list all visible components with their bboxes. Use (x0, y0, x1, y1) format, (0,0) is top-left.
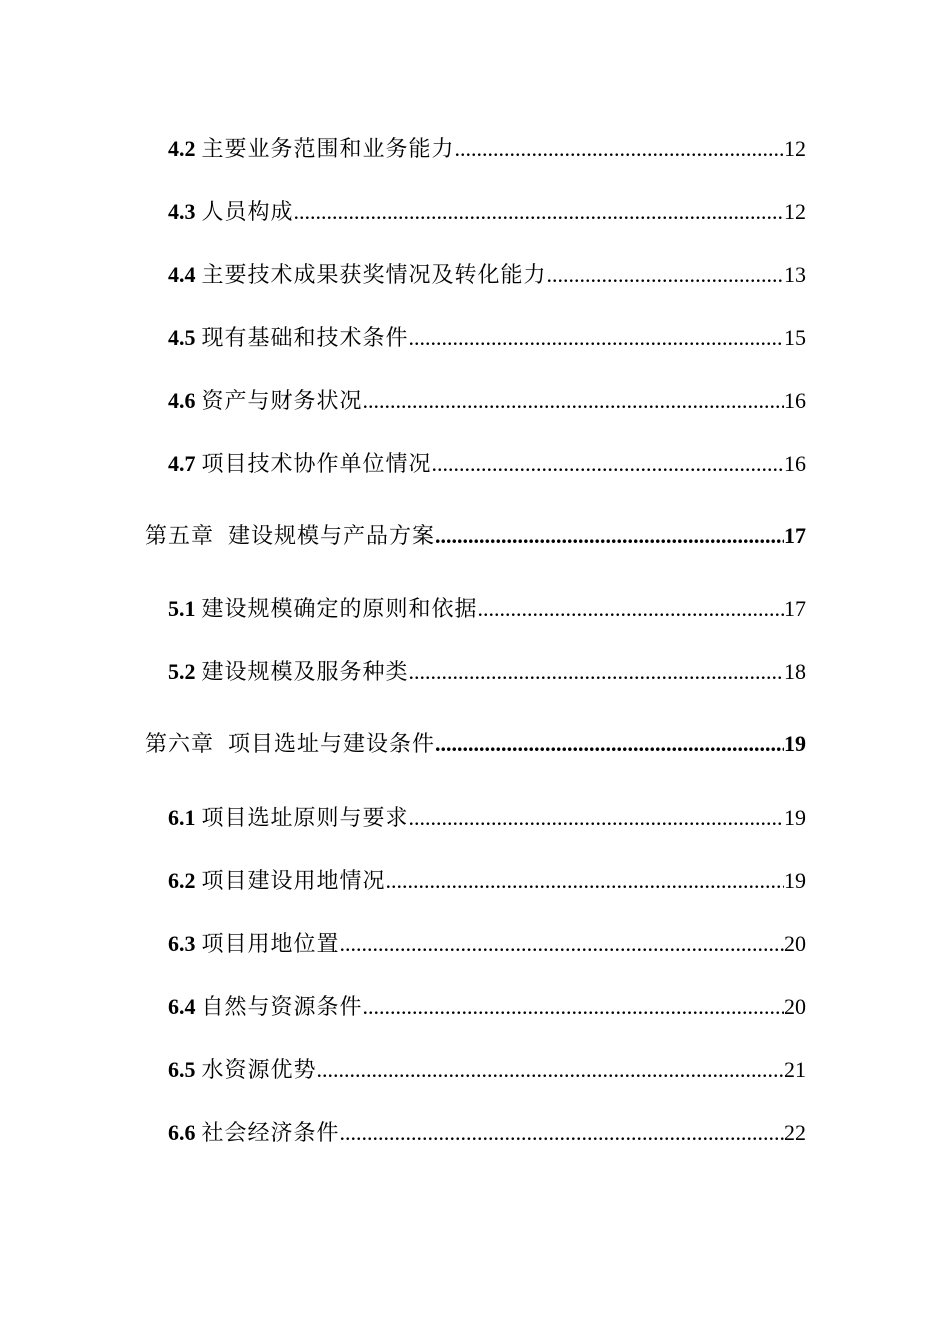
toc-entry-number: 4.3 (168, 199, 196, 224)
toc-entry-number: 5.1 (168, 596, 196, 621)
toc-entry-number: 6.5 (168, 1057, 196, 1082)
toc-entry-page: 12 (784, 136, 806, 161)
toc-entry-4-7[interactable] (168, 449, 806, 479)
toc-entry-6-6[interactable] (168, 1118, 806, 1148)
toc-entry-title: 水资源优势 (201, 1058, 317, 1083)
toc-entry-6-5[interactable] (168, 1055, 806, 1085)
toc-chapter-title: 项目选址与建设条件 (228, 732, 436, 757)
toc-entry-number: 6.1 (168, 805, 196, 830)
toc-entry-title: 人员构成 (201, 200, 294, 225)
toc-entry-page: 19 (784, 805, 806, 830)
dot-leader (363, 992, 784, 1022)
toc-chapter-5[interactable] (145, 521, 806, 551)
toc-entry-title: 主要业务范围和业务能力 (201, 137, 455, 162)
toc-entry-number: 4.5 (168, 325, 196, 350)
toc-entry-number: 4.4 (168, 262, 196, 287)
toc-chapter-title: 建设规模与产品方案 (228, 524, 436, 549)
dot-leader (435, 521, 784, 551)
toc-entry-title: 项目建设用地情况 (201, 869, 386, 894)
toc-entry-title: 项目用地位置 (201, 932, 340, 957)
toc-entry-page: 17 (784, 596, 806, 621)
toc-entry-title: 项目选址原则与要求 (201, 806, 409, 831)
toc-entry-title: 建设规模确定的原则和依据 (201, 597, 478, 622)
toc-entry-6-2[interactable] (168, 866, 806, 896)
toc-entry-title: 项目技术协作单位情况 (201, 452, 432, 477)
toc-entry-page: 20 (784, 994, 806, 1019)
toc-entry-page: 16 (784, 451, 806, 476)
toc-entry-number: 4.7 (168, 451, 196, 476)
dot-leader (455, 134, 784, 164)
toc-chapter-page: 19 (784, 731, 806, 756)
toc-entry-page: 20 (784, 931, 806, 956)
toc-entry-6-1[interactable] (168, 803, 806, 833)
toc-entry-page: 18 (784, 659, 806, 684)
toc-chapter-page: 17 (784, 523, 806, 548)
toc-entry-title: 资产与财务状况 (201, 389, 363, 414)
toc-entry-title: 自然与资源条件 (201, 995, 363, 1020)
toc-entry-4-3[interactable] (168, 197, 806, 227)
toc-entry-5-1[interactable] (168, 594, 806, 624)
toc-entry-page: 13 (784, 262, 806, 287)
dot-leader (409, 657, 784, 687)
toc-entry-page: 16 (784, 388, 806, 413)
dot-leader (363, 386, 784, 416)
toc-chapter-prefix: 第五章 (145, 524, 215, 549)
dot-leader (478, 594, 784, 624)
toc-entry-title: 现有基础和技术条件 (201, 326, 409, 351)
toc-entry-page: 22 (784, 1120, 806, 1145)
dot-leader (386, 866, 784, 896)
toc-entry-6-4[interactable] (168, 992, 806, 1022)
dot-leader (432, 449, 784, 479)
dot-leader (317, 1055, 784, 1085)
toc-entry-4-2[interactable] (168, 134, 806, 164)
toc-chapter-prefix: 第六章 (145, 732, 215, 757)
toc-entry-4-6[interactable] (168, 386, 806, 416)
toc-entry-number: 6.2 (168, 868, 196, 893)
toc-entry-number: 6.3 (168, 931, 196, 956)
toc-entry-title: 社会经济条件 (201, 1121, 340, 1146)
toc-entry-4-4[interactable] (168, 260, 806, 290)
toc-entry-page: 15 (784, 325, 806, 350)
dot-leader (294, 197, 784, 227)
toc-entry-title: 主要技术成果获奖情况及转化能力 (201, 263, 547, 288)
toc-entry-page: 12 (784, 199, 806, 224)
toc-entry-number: 6.6 (168, 1120, 196, 1145)
toc-entry-title: 建设规模及服务种类 (201, 660, 409, 685)
toc-entry-4-5[interactable] (168, 323, 806, 353)
toc-entry-number: 6.4 (168, 994, 196, 1019)
dot-leader (435, 729, 784, 759)
dot-leader (409, 803, 784, 833)
dot-leader (340, 1118, 784, 1148)
toc-entry-number: 4.2 (168, 136, 196, 161)
toc-entry-5-2[interactable] (168, 657, 806, 687)
dot-leader (340, 929, 784, 959)
toc-entry-6-3[interactable] (168, 929, 806, 959)
toc-entry-page: 19 (784, 868, 806, 893)
toc-entry-number: 5.2 (168, 659, 196, 684)
dot-leader (409, 323, 784, 353)
toc-entry-page: 21 (784, 1057, 806, 1082)
toc-chapter-6[interactable] (145, 729, 806, 759)
dot-leader (547, 260, 784, 290)
toc-entry-number: 4.6 (168, 388, 196, 413)
